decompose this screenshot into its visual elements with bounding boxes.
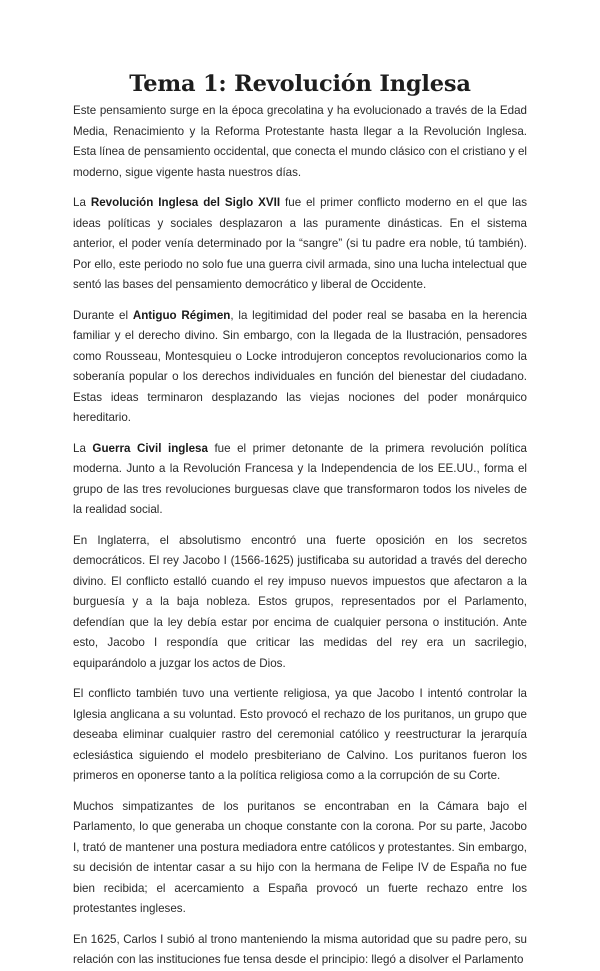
bold-term: Guerra Civil inglesa: [92, 441, 208, 455]
paragraph-intro: Este pensamiento surge en la época grecolatina y ha evolucionado a través de la Edad Media, Renacimiento y la Reforma Protestante hasta llegar a la Revolución Inglesa. Esta línea de pensamiento occidental, que conecta el mundo clásico con el cristiano y el moderno, sigue vigente hasta nuestros días.: [73, 104, 527, 179]
paragraph-text: La: [73, 196, 91, 209]
page-title: Tema 1: Revolución Inglesa: [129, 71, 471, 97]
paragraph-vertiente-religiosa: El conflicto también tuvo una vertiente religiosa, ya que Jacobo I intentó controlar la Iglesia anglicana a su voluntad. Esto provocó el rechazo de los puritanos, un grupo que deseaba eliminar cualquier rastro del ceremonial católico y reestructurar la jerarquía eclesiástica siguiendo el modelo presbiteriano de Calvino. Los puritanos fueron los primeros en oponerse tanto a la política religiosa como a la corrupción de su Corte.: [73, 687, 527, 782]
paragraph-revolucion-inglesa: [73, 193, 527, 296]
bold-term: Revolución Inglesa del Siglo XVII: [90, 196, 281, 209]
paragraph-text: Durante el: [73, 308, 133, 322]
paragraph-antiguo-regimen: [73, 306, 527, 429]
paragraph-text: La: [73, 441, 93, 455]
paragraph-carlos-i: En 1625, Carlos I subió al trono manteniendo la misma autoridad que su padre pero, su relación con las instituciones fue tensa desde el principio: llegó a disolver el Parlamento: [73, 932, 527, 966]
paragraph-puritanos: Muchos simpatizantes de los puritanos se encontraban en la Cámara bajo el Parlamento, lo que generaba un choque constante con la corona. Por su parte, Jacobo I, trató de mantener una postura mediadora entre católicos y protestantes. Sin embargo, su decisión de intentar casar a su hijo con la hermana de Felipe IV de España no fue bien recibida; el acercamiento a España provocó un fuerte rechazo entre los protestantes ingleses.: [73, 799, 527, 915]
paragraph-text: fue el primer conflicto moderno en el que las ideas políticas y sociales desplazaron a las puramente dinásticas. En el sistema anterior, el poder venía determinado por la “sangre” (si tu padre era noble, tú también). Por ello, este periodo no solo fue una guerra civil armada, sino una lucha intelectual que sentó las bases del pensamiento democrático y liberal de Occidente.: [73, 196, 527, 291]
paragraph-guerra-civil: [73, 439, 527, 521]
paragraph-text: , la legitimidad del poder real se basaba en la herencia familiar y el derecho divino. Sin embargo, con la llegada de la Ilustración, pensadores como Rousseau, Montesquieu o Locke introdujeron conceptos revolucionarios como la soberanía popular o los derechos individuales en función del bienestar del ciudadano. Estas ideas terminaron desplazando las viejas nociones del poder monárquico hereditario.: [73, 308, 527, 424]
paragraph-text: fue el primer detonante de la primera revolución política moderna. Junto a la Revolución Francesa y la Independencia de los EE.UU., forma el grupo de las tres revoluciones burguesas clave que transformaron todos los niveles de la realidad social.: [73, 441, 527, 516]
paragraph-absolutismo: En Inglaterra, el absolutismo encontró una fuerte oposición en los secretos democráticos. El rey Jacobo I (1566-1625) justificaba su autoridad a través del derecho divino. El conflicto estalló cuando el rey impuso nuevos impuestos que afectaron a la burguesía y a la baja nobleza. Estos grupos, representados por el Parlamento, defendían que la ley debía estar por encima de cualquier persona o institución. Ante esto, Jacobo I respondía que criticar las medidas del rey era un sacrilegio, equiparándolo a juzgar los actos de Dios.: [73, 533, 527, 670]
bold-term: Antiguo Régimen: [132, 308, 231, 322]
